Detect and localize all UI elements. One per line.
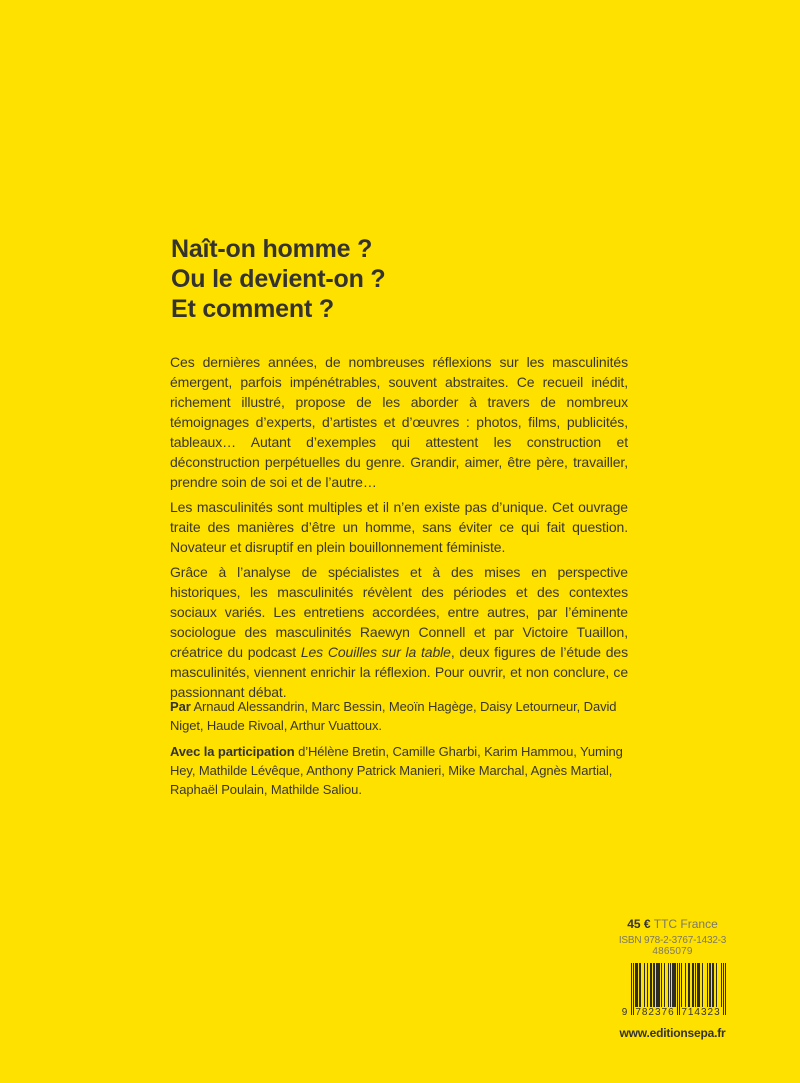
price: 45 €	[627, 917, 651, 931]
contributors-names: d’Hélène Bretin, Camille Gharbi, Karim Hammou, Yuming Hey, Mathilde Lévêque, Anthony Patrick Manieri, Mike Marchal, Agnès Martial, Raphaël Poulain, Mathilde Saliou.	[170, 744, 623, 797]
podcast-title: Les Couilles sur la table	[300, 644, 451, 660]
synopsis-paragraph-2: Les masculinités sont multiples et il n’en existe pas d’unique. Cet ouvrage traite des manières d’être un homme, sans éviter ce qui fait question. Novateur et disruptif en plein bouillonnement féministe.	[170, 499, 628, 555]
tagline-line-2: Ou le devient-on ?	[171, 265, 386, 293]
isbn: ISBN 978-2-3767-1432-3	[618, 935, 727, 946]
barcode-group-2: 714323	[680, 1007, 721, 1016]
synopsis	[170, 352, 628, 707]
authors-names: Arnaud Alessandrin, Marc Bessin, Meoïn Hagège, Daisy Letourneur, David Niget, Haude Rivoal, Arthur Vuattoux.	[170, 699, 617, 733]
price-suffix: TTC France	[653, 917, 718, 931]
publisher-website: www.editionsepa.fr	[619, 1026, 726, 1040]
tagline-line-3: Et comment ?	[171, 295, 334, 323]
ean13-barcode	[620, 963, 726, 1016]
synopsis-p3-text-end: , deux figures de l’étude des masculinités, viennent enrichir la réflexion. Pour ouvrir, et non conclure, ce passionnant débat.	[170, 644, 629, 700]
purchase-block	[615, 917, 730, 1040]
synopsis-p3-text: Grâce à l’analyse de spécialistes et à des mises en perspective historiques, les masculinités révèlent des périodes et des contextes sociaux variés. Les entretiens accordées, entre autres, par l’éminente sociologue des masculinités Raewyn Connell et par Victoire Tuaillon, créatrice du podcast	[170, 564, 628, 660]
credits	[170, 697, 646, 806]
barcode-lead-digit: 9	[621, 1007, 628, 1016]
authors-label: Par	[170, 699, 191, 714]
authors-line	[170, 697, 646, 735]
price-line	[615, 917, 730, 932]
print-code: 4865079	[652, 946, 693, 957]
barcode-group-1: 782376	[634, 1007, 675, 1016]
contributors-line	[170, 742, 646, 799]
tagline-line-1: Naît-on homme ?	[171, 235, 373, 263]
contributors-label: Avec la participation	[170, 744, 295, 759]
barcode-image	[620, 963, 726, 1016]
tagline	[171, 234, 385, 324]
synopsis-paragraph-3	[170, 562, 628, 702]
synopsis-paragraph-1: Ces dernières années, de nombreuses réflexions sur les masculinités émergent, parfois impénétrables, souvent abstraites. Ce recueil inédit, richement illustré, propose de les aborder à travers de nombreux témoignages d’experts, d’artistes et d’œuvres : photos, films, publicités, tableaux… Autant d’exemples qui attestent les construction et déconstruction perpétuelles du genre. Grandir, aimer, être père, travailler, prendre soin de soi et de l’autre…	[170, 354, 628, 490]
